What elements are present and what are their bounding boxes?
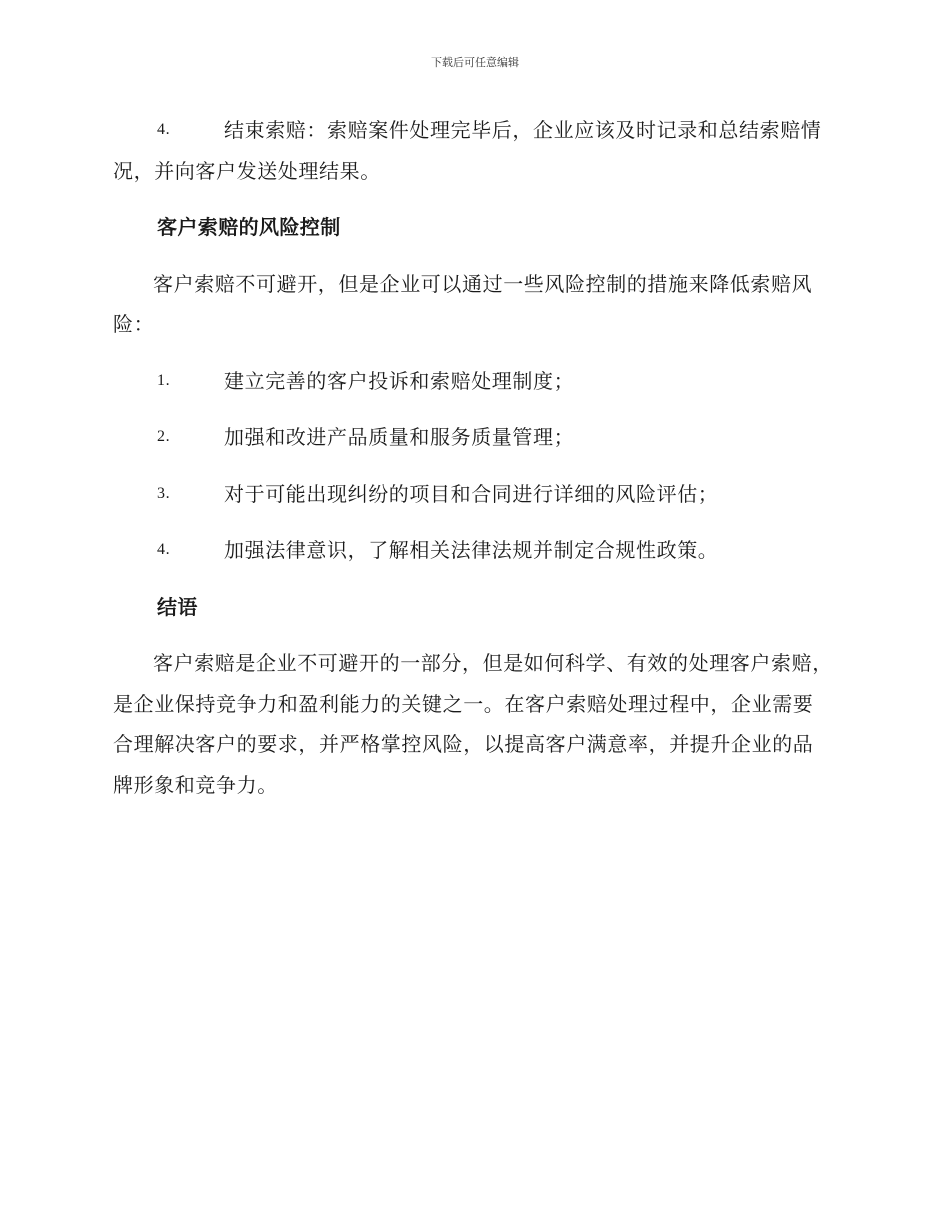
page-header: 下载后可任意编辑 xyxy=(431,56,519,69)
list-text: 结束索赔：索赔案件处理完毕后，企业应该及时记录和总结索赔情况，并向客户发送处理结果。 xyxy=(113,118,822,183)
list-number: 1. xyxy=(157,371,171,389)
paragraph-conclusion: 客户索赔是企业不可避开的一部分，但是如何科学、有效的处理客户索赔，是企业保持竞争力和盈利能力的关键之一。在客户索赔处理过程中，企业需要合理解决客户的要求，并严格掌控风险，以提高客户满意率，并提升企业的品牌形象和竞争力。 xyxy=(113,651,833,797)
list-text: 加强法律意识，了解相关法律法规并制定合规性政策。 xyxy=(224,538,719,562)
list-item xyxy=(113,530,833,571)
list-text: 加强和改进产品质量和服务质量管理； xyxy=(224,425,575,449)
list-item xyxy=(113,474,833,515)
list-item xyxy=(113,417,833,458)
list-text: 对于可能出现纠纷的项目和合同进行详细的风险评估； xyxy=(224,481,719,506)
paragraph-risk-intro: 客户索赔不可避开，但是企业可以通过一些风险控制的措施来降低索赔风险： xyxy=(113,271,813,336)
document-body xyxy=(113,110,833,821)
section-heading-conclusion: 结语 xyxy=(157,594,198,619)
list-item xyxy=(113,361,833,402)
list-number: 3. xyxy=(157,484,171,502)
list-number: 4. xyxy=(157,541,171,558)
list-number: 2. xyxy=(157,428,171,445)
list-item-end-claim xyxy=(113,110,833,191)
list-text: 建立完善的客户投诉和索赔处理制度； xyxy=(224,368,575,393)
list-number: 4. xyxy=(157,121,171,138)
section-heading-risk-control: 客户索赔的风险控制 xyxy=(157,215,341,239)
